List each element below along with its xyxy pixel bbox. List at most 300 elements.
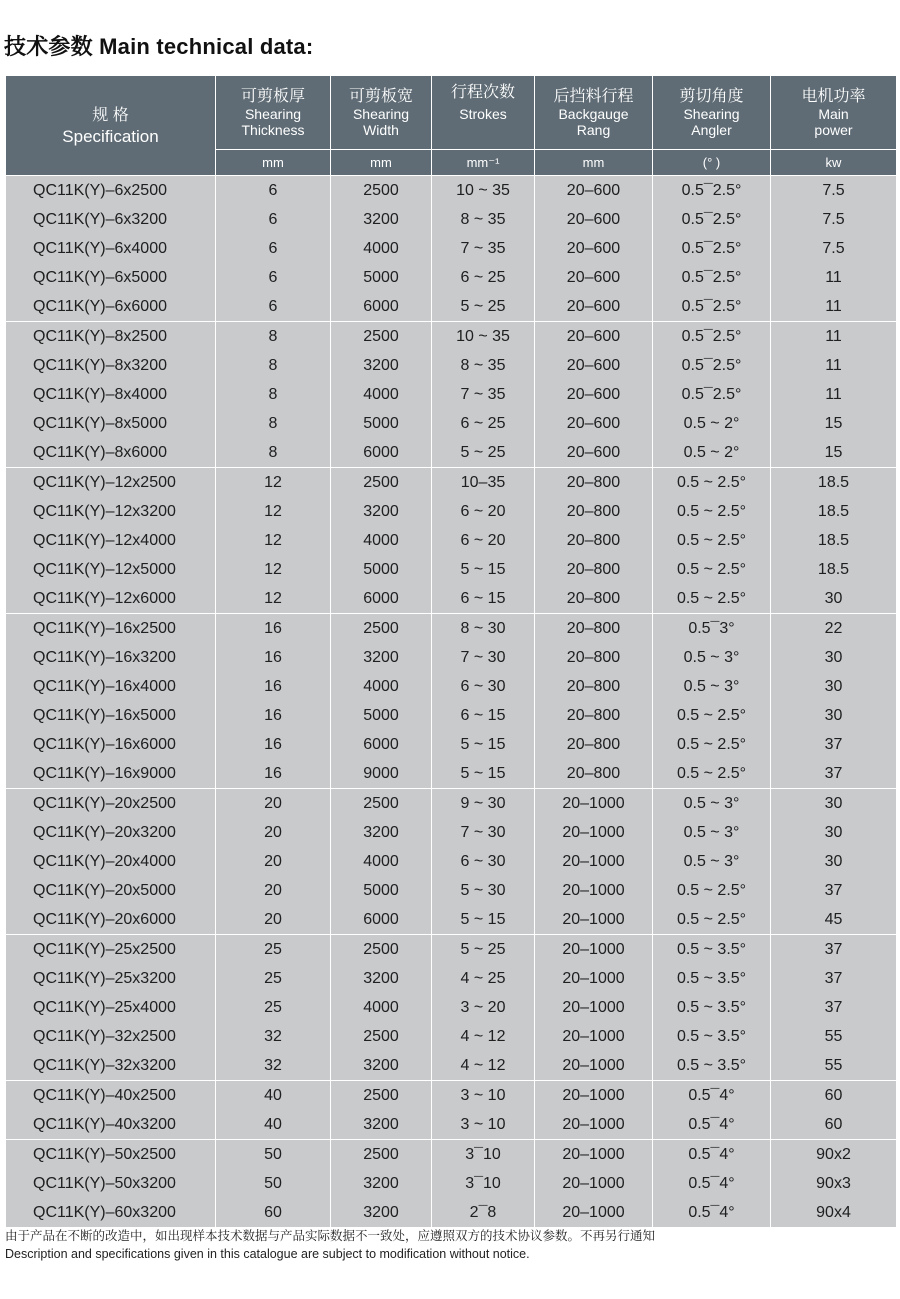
header-label-en: Shearing (244, 106, 302, 122)
header-label-en: Shearing (352, 106, 410, 122)
model-cell: QC11K(Y)–8x3200 (6, 351, 216, 380)
strokes-cell: 6 ~ 25 (432, 409, 535, 438)
strokes-cell: 4 ~ 12 (432, 1022, 535, 1051)
width-cell: 5000 (331, 701, 432, 730)
thickness-cell: 6 (216, 234, 331, 263)
strokes-cell: 5 ~ 15 (432, 905, 535, 935)
thickness-cell: 50 (216, 1169, 331, 1198)
strokes-cell: 6 ~ 20 (432, 497, 535, 526)
width-cell: 3200 (331, 643, 432, 672)
thickness-cell: 60 (216, 1198, 331, 1228)
thickness-cell: 16 (216, 672, 331, 701)
width-cell: 2500 (331, 1081, 432, 1111)
width-cell: 5000 (331, 876, 432, 905)
backgauge-cell: 20–600 (535, 409, 653, 438)
backgauge-cell: 20–1000 (535, 1081, 653, 1111)
strokes-cell: 6 ~ 20 (432, 526, 535, 555)
strokes-cell: 5 ~ 15 (432, 730, 535, 759)
model-cell: QC11K(Y)–6x4000 (6, 234, 216, 263)
width-cell: 2500 (331, 1022, 432, 1051)
model-cell: QC11K(Y)–12x2500 (6, 468, 216, 498)
model-cell: QC11K(Y)–40x2500 (6, 1081, 216, 1111)
footnote (5, 1227, 655, 1263)
unit-cell: mm⁻¹ (432, 150, 535, 176)
width-cell: 9000 (331, 759, 432, 789)
power-cell: 11 (771, 351, 897, 380)
table-row (6, 526, 897, 555)
thickness-cell: 6 (216, 292, 331, 322)
table-row (6, 847, 897, 876)
table-row (6, 176, 897, 206)
header-main-power (771, 76, 897, 150)
header-label-en: Rang (576, 122, 611, 138)
backgauge-cell: 20–800 (535, 701, 653, 730)
angle-cell: 0.5¯2.5° (653, 205, 771, 234)
angle-cell: 0.5¯3° (653, 614, 771, 644)
header-label-zh: 可剪板厚 (240, 88, 305, 105)
angle-cell: 0.5 ~ 2.5° (653, 497, 771, 526)
model-cell: QC11K(Y)–16x9000 (6, 759, 216, 789)
width-cell: 3200 (331, 1051, 432, 1081)
table-row (6, 759, 897, 789)
unit-cell: mm (535, 150, 653, 176)
width-cell: 6000 (331, 905, 432, 935)
strokes-cell: 10 ~ 35 (432, 176, 535, 206)
backgauge-cell: 20–600 (535, 380, 653, 409)
angle-cell: 0.5 ~ 3° (653, 847, 771, 876)
angle-cell: 0.5 ~ 2.5° (653, 526, 771, 555)
angle-cell: 0.5¯4° (653, 1198, 771, 1228)
angle-cell: 0.5 ~ 2.5° (653, 701, 771, 730)
width-cell: 2500 (331, 322, 432, 352)
header-shearing-thickness (216, 76, 331, 150)
strokes-cell: 4 ~ 12 (432, 1051, 535, 1081)
model-cell: QC11K(Y)–50x3200 (6, 1169, 216, 1198)
backgauge-cell: 20–1000 (535, 1051, 653, 1081)
thickness-cell: 6 (216, 176, 331, 206)
angle-cell: 0.5 ~ 3.5° (653, 964, 771, 993)
power-cell: 90x2 (771, 1140, 897, 1170)
angle-cell: 0.5 ~ 3° (653, 789, 771, 819)
thickness-cell: 6 (216, 205, 331, 234)
model-cell: QC11K(Y)–12x3200 (6, 497, 216, 526)
angle-cell: 0.5¯4° (653, 1140, 771, 1170)
strokes-cell: 7 ~ 30 (432, 643, 535, 672)
table-row (6, 555, 897, 584)
power-cell: 30 (771, 643, 897, 672)
thickness-cell: 20 (216, 876, 331, 905)
strokes-cell: 10–35 (432, 468, 535, 498)
thickness-cell: 16 (216, 759, 331, 789)
thickness-cell: 8 (216, 322, 331, 352)
backgauge-cell: 20–800 (535, 643, 653, 672)
width-cell: 6000 (331, 730, 432, 759)
header-specification-en: Specification (62, 127, 159, 146)
thickness-cell: 25 (216, 935, 331, 965)
strokes-cell: 3¯10 (432, 1169, 535, 1198)
thickness-cell: 8 (216, 380, 331, 409)
power-cell: 11 (771, 263, 897, 292)
header-label-en: Strokes (459, 106, 507, 122)
power-cell: 37 (771, 730, 897, 759)
strokes-cell: 5 ~ 15 (432, 759, 535, 789)
width-cell: 5000 (331, 263, 432, 292)
power-cell: 55 (771, 1051, 897, 1081)
strokes-cell: 5 ~ 15 (432, 555, 535, 584)
model-cell: QC11K(Y)–20x5000 (6, 876, 216, 905)
backgauge-cell: 20–1000 (535, 1022, 653, 1051)
strokes-cell: 6 ~ 25 (432, 263, 535, 292)
width-cell: 3200 (331, 1169, 432, 1198)
backgauge-cell: 20–1000 (535, 935, 653, 965)
table-row (6, 672, 897, 701)
strokes-cell: 5 ~ 25 (432, 292, 535, 322)
strokes-cell: 3¯10 (432, 1140, 535, 1170)
header-label-en: Angler (691, 122, 732, 138)
power-cell: 60 (771, 1110, 897, 1140)
backgauge-cell: 20–800 (535, 614, 653, 644)
table-row (6, 818, 897, 847)
backgauge-cell: 20–1000 (535, 847, 653, 876)
table-body (6, 176, 897, 1228)
angle-cell: 0.5 ~ 2.5° (653, 468, 771, 498)
width-cell: 2500 (331, 176, 432, 206)
table-row (6, 263, 897, 292)
backgauge-cell: 20–1000 (535, 1140, 653, 1170)
width-cell: 3200 (331, 1198, 432, 1228)
strokes-cell: 8 ~ 35 (432, 205, 535, 234)
width-cell: 4000 (331, 526, 432, 555)
power-cell: 30 (771, 672, 897, 701)
width-cell: 2500 (331, 935, 432, 965)
width-cell: 4000 (331, 380, 432, 409)
thickness-cell: 12 (216, 526, 331, 555)
table-row (6, 993, 897, 1022)
width-cell: 2500 (331, 789, 432, 819)
model-cell: QC11K(Y)–8x2500 (6, 322, 216, 352)
strokes-cell: 3 ~ 10 (432, 1081, 535, 1111)
table-row (6, 701, 897, 730)
angle-cell: 0.5 ~ 3° (653, 672, 771, 701)
strokes-cell: 7 ~ 35 (432, 234, 535, 263)
model-cell: QC11K(Y)–20x4000 (6, 847, 216, 876)
angle-cell: 0.5 ~ 2.5° (653, 759, 771, 789)
width-cell: 2500 (331, 468, 432, 498)
power-cell: 18.5 (771, 468, 897, 498)
power-cell: 90x4 (771, 1198, 897, 1228)
width-cell: 2500 (331, 1140, 432, 1170)
backgauge-cell: 20–800 (535, 526, 653, 555)
table-row (6, 876, 897, 905)
backgauge-cell: 20–600 (535, 176, 653, 206)
power-cell: 55 (771, 1022, 897, 1051)
thickness-cell: 20 (216, 905, 331, 935)
thickness-cell: 12 (216, 468, 331, 498)
power-cell: 90x3 (771, 1169, 897, 1198)
thickness-cell: 32 (216, 1051, 331, 1081)
unit-cell: mm (216, 150, 331, 176)
power-cell: 60 (771, 1081, 897, 1111)
thickness-cell: 32 (216, 1022, 331, 1051)
table-row (6, 730, 897, 759)
table-row (6, 409, 897, 438)
power-cell: 18.5 (771, 526, 897, 555)
header-specification-zh: 规 格 (92, 107, 129, 124)
technical-data-table (5, 75, 897, 1228)
table-row (6, 1140, 897, 1170)
thickness-cell: 20 (216, 789, 331, 819)
power-cell: 7.5 (771, 176, 897, 206)
angle-cell: 0.5¯2.5° (653, 263, 771, 292)
model-cell: QC11K(Y)–50x2500 (6, 1140, 216, 1170)
angle-cell: 0.5 ~ 2.5° (653, 555, 771, 584)
table-row (6, 380, 897, 409)
backgauge-cell: 20–800 (535, 468, 653, 498)
backgauge-cell: 20–1000 (535, 1198, 653, 1228)
power-cell: 15 (771, 409, 897, 438)
table-row (6, 322, 897, 352)
thickness-cell: 16 (216, 730, 331, 759)
model-cell: QC11K(Y)–8x4000 (6, 380, 216, 409)
header-label-en: Thickness (241, 122, 305, 138)
model-cell: QC11K(Y)–16x5000 (6, 701, 216, 730)
table-row (6, 935, 897, 965)
header-label-zh: 电机功率 (801, 88, 866, 105)
strokes-cell: 8 ~ 35 (432, 351, 535, 380)
model-cell: QC11K(Y)–12x6000 (6, 584, 216, 614)
backgauge-cell: 20–600 (535, 292, 653, 322)
power-cell: 18.5 (771, 497, 897, 526)
strokes-cell: 6 ~ 15 (432, 584, 535, 614)
angle-cell: 0.5¯2.5° (653, 351, 771, 380)
footnote-chinese: 由于产品在不断的改造中，如出现样本技术数据与产品实际数据不一致处，应遵照双方的技术协议参数。不再另行通知 (5, 1229, 656, 1243)
page-title: 技术参数 Main technical data: (4, 34, 314, 59)
table-row (6, 234, 897, 263)
angle-cell: 0.5¯2.5° (653, 292, 771, 322)
model-cell: QC11K(Y)–32x3200 (6, 1051, 216, 1081)
header-strokes (432, 76, 535, 150)
table-row (6, 292, 897, 322)
backgauge-cell: 20–800 (535, 555, 653, 584)
strokes-cell: 6 ~ 30 (432, 847, 535, 876)
table-row (6, 789, 897, 819)
angle-cell: 0.5 ~ 3.5° (653, 1051, 771, 1081)
angle-cell: 0.5 ~ 2.5° (653, 730, 771, 759)
backgauge-cell: 20–600 (535, 205, 653, 234)
width-cell: 3200 (331, 818, 432, 847)
width-cell: 6000 (331, 438, 432, 468)
thickness-cell: 20 (216, 847, 331, 876)
backgauge-cell: 20–1000 (535, 789, 653, 819)
table-row (6, 614, 897, 644)
angle-cell: 0.5¯2.5° (653, 176, 771, 206)
angle-cell: 0.5¯2.5° (653, 234, 771, 263)
thickness-cell: 12 (216, 555, 331, 584)
backgauge-cell: 20–1000 (535, 1169, 653, 1198)
model-cell: QC11K(Y)–16x6000 (6, 730, 216, 759)
table-row (6, 1110, 897, 1140)
unit-cell: (° ) (653, 150, 771, 176)
width-cell: 3200 (331, 497, 432, 526)
width-cell: 5000 (331, 409, 432, 438)
power-cell: 18.5 (771, 555, 897, 584)
header-row (6, 76, 897, 150)
backgauge-cell: 20–600 (535, 351, 653, 380)
angle-cell: 0.5 ~ 2° (653, 438, 771, 468)
angle-cell: 0.5 ~ 3.5° (653, 1022, 771, 1051)
strokes-cell: 2¯8 (432, 1198, 535, 1228)
model-cell: QC11K(Y)–16x3200 (6, 643, 216, 672)
power-cell: 30 (771, 789, 897, 819)
strokes-cell: 5 ~ 30 (432, 876, 535, 905)
strokes-cell: 9 ~ 30 (432, 789, 535, 819)
header-specification (6, 76, 216, 176)
header-shearing-angle (653, 76, 771, 150)
model-cell: QC11K(Y)–8x6000 (6, 438, 216, 468)
model-cell: QC11K(Y)–25x4000 (6, 993, 216, 1022)
table-row (6, 964, 897, 993)
model-cell: QC11K(Y)–20x2500 (6, 789, 216, 819)
table-row (6, 1198, 897, 1228)
power-cell: 37 (771, 759, 897, 789)
strokes-cell: 5 ~ 25 (432, 935, 535, 965)
model-cell: QC11K(Y)–25x3200 (6, 964, 216, 993)
width-cell: 6000 (331, 584, 432, 614)
angle-cell: 0.5¯2.5° (653, 380, 771, 409)
table-row (6, 1169, 897, 1198)
thickness-cell: 50 (216, 1140, 331, 1170)
model-cell: QC11K(Y)–20x6000 (6, 905, 216, 935)
model-cell: QC11K(Y)–20x3200 (6, 818, 216, 847)
strokes-cell: 5 ~ 25 (432, 438, 535, 468)
power-cell: 11 (771, 380, 897, 409)
table-row (6, 1081, 897, 1111)
strokes-cell: 6 ~ 30 (432, 672, 535, 701)
power-cell: 15 (771, 438, 897, 468)
model-cell: QC11K(Y)–25x2500 (6, 935, 216, 965)
model-cell: QC11K(Y)–16x2500 (6, 614, 216, 644)
header-label-en: Main (818, 106, 849, 122)
width-cell: 6000 (331, 292, 432, 322)
table-row (6, 468, 897, 498)
model-cell: QC11K(Y)–12x5000 (6, 555, 216, 584)
power-cell: 30 (771, 584, 897, 614)
model-cell: QC11K(Y)–8x5000 (6, 409, 216, 438)
power-cell: 37 (771, 935, 897, 965)
thickness-cell: 40 (216, 1081, 331, 1111)
power-cell: 22 (771, 614, 897, 644)
model-cell: QC11K(Y)–40x3200 (6, 1110, 216, 1140)
angle-cell: 0.5 ~ 3° (653, 818, 771, 847)
angle-cell: 0.5 ~ 3.5° (653, 935, 771, 965)
model-cell: QC11K(Y)–60x3200 (6, 1198, 216, 1228)
angle-cell: 0.5 ~ 2.5° (653, 876, 771, 905)
thickness-cell: 16 (216, 643, 331, 672)
width-cell: 4000 (331, 993, 432, 1022)
thickness-cell: 16 (216, 701, 331, 730)
backgauge-cell: 20–800 (535, 759, 653, 789)
strokes-cell: 3 ~ 10 (432, 1110, 535, 1140)
strokes-cell: 6 ~ 15 (432, 701, 535, 730)
model-cell: QC11K(Y)–12x4000 (6, 526, 216, 555)
angle-cell: 0.5¯2.5° (653, 322, 771, 352)
header-label-zh: 后挡料行程 (553, 88, 634, 105)
unit-cell: mm (331, 150, 432, 176)
thickness-cell: 8 (216, 409, 331, 438)
model-cell: QC11K(Y)–32x2500 (6, 1022, 216, 1051)
angle-cell: 0.5 ~ 3° (653, 643, 771, 672)
header-label-zh: 行程次数 (450, 84, 515, 101)
header-label-en: Shearing (683, 106, 740, 122)
table-row (6, 643, 897, 672)
backgauge-cell: 20–1000 (535, 905, 653, 935)
model-cell: QC11K(Y)–6x2500 (6, 176, 216, 206)
header-label-en: Width (363, 122, 399, 138)
table-row (6, 497, 897, 526)
table-row (6, 1022, 897, 1051)
angle-cell: 0.5 ~ 2° (653, 409, 771, 438)
width-cell: 5000 (331, 555, 432, 584)
power-cell: 7.5 (771, 205, 897, 234)
strokes-cell: 7 ~ 30 (432, 818, 535, 847)
thickness-cell: 6 (216, 263, 331, 292)
width-cell: 4000 (331, 847, 432, 876)
unit-cell: kw (771, 150, 897, 176)
strokes-cell: 3 ~ 20 (432, 993, 535, 1022)
width-cell: 4000 (331, 234, 432, 263)
angle-cell: 0.5¯4° (653, 1081, 771, 1111)
power-cell: 37 (771, 876, 897, 905)
backgauge-cell: 20–600 (535, 263, 653, 292)
angle-cell: 0.5 ~ 2.5° (653, 905, 771, 935)
backgauge-cell: 20–600 (535, 438, 653, 468)
header-backgauge-range (535, 76, 653, 150)
power-cell: 30 (771, 701, 897, 730)
table-row (6, 205, 897, 234)
backgauge-cell: 20–600 (535, 234, 653, 263)
thickness-cell: 40 (216, 1110, 331, 1140)
header-label-zh: 可剪板宽 (348, 88, 413, 105)
model-cell: QC11K(Y)–6x6000 (6, 292, 216, 322)
backgauge-cell: 20–1000 (535, 1110, 653, 1140)
thickness-cell: 25 (216, 964, 331, 993)
backgauge-cell: 20–600 (535, 322, 653, 352)
width-cell: 3200 (331, 351, 432, 380)
thickness-cell: 12 (216, 584, 331, 614)
width-cell: 3200 (331, 205, 432, 234)
header-label-zh: 剪切角度 (679, 88, 744, 105)
power-cell: 11 (771, 322, 897, 352)
thickness-cell: 20 (216, 818, 331, 847)
backgauge-cell: 20–800 (535, 672, 653, 701)
thickness-cell: 12 (216, 497, 331, 526)
thickness-cell: 16 (216, 614, 331, 644)
width-cell: 2500 (331, 614, 432, 644)
power-cell: 37 (771, 964, 897, 993)
power-cell: 45 (771, 905, 897, 935)
table-row (6, 905, 897, 935)
thickness-cell: 8 (216, 438, 331, 468)
backgauge-cell: 20–1000 (535, 818, 653, 847)
angle-cell: 0.5 ~ 3.5° (653, 993, 771, 1022)
angle-cell: 0.5¯4° (653, 1110, 771, 1140)
power-cell: 30 (771, 818, 897, 847)
model-cell: QC11K(Y)–6x3200 (6, 205, 216, 234)
strokes-cell: 10 ~ 35 (432, 322, 535, 352)
backgauge-cell: 20–1000 (535, 964, 653, 993)
backgauge-cell: 20–800 (535, 730, 653, 759)
width-cell: 4000 (331, 672, 432, 701)
